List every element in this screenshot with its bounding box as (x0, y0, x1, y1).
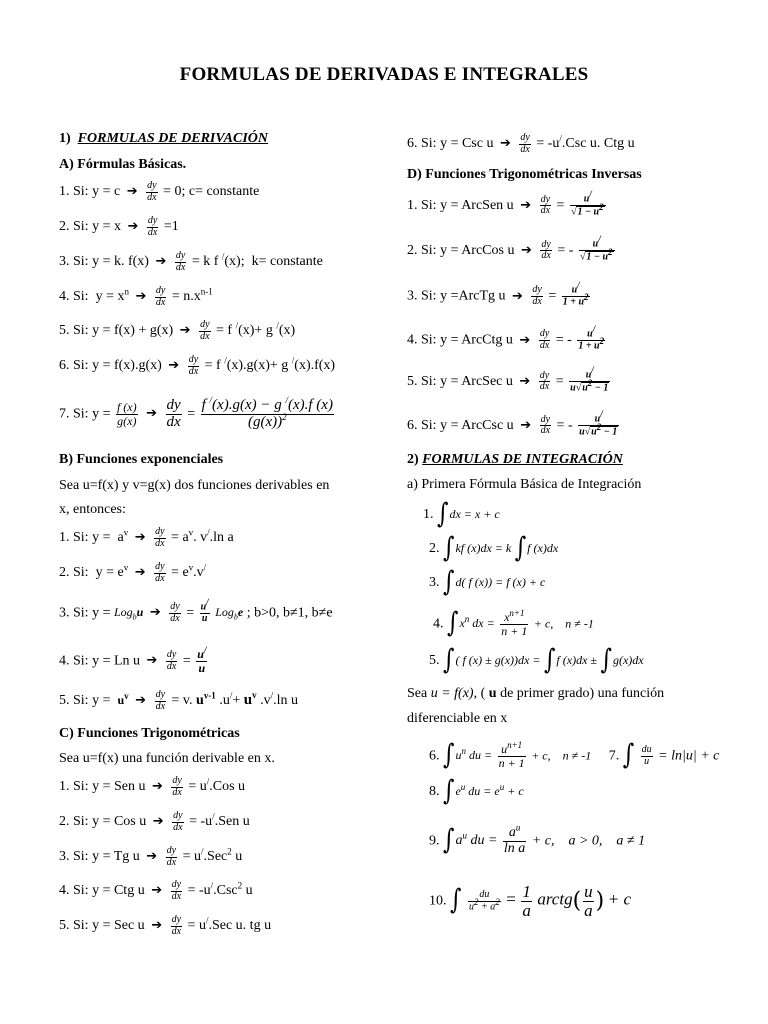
integral-formula-6-7: 6. $\int u^n$ du = $\frac{u^{n+1}}{n + 1}$ + c, n ≠ -1 7. ∫ $\frac{du}{u}$ = ln|u| + c (429, 739, 720, 772)
arrow-icon: ➔ (151, 918, 163, 934)
exponential-intro-2: x, entonces: (59, 502, 126, 517)
integral-formula-9: 9. $\int a^u$ du = $\frac{a^u}{\text{ln a}}$ + c, a > 0, a ≠ 1 (429, 822, 646, 857)
arrow-icon: ➔ (151, 883, 163, 899)
derivative-symbol: $\frac{dy}{dx}$ (171, 914, 182, 937)
basic-formula-6: 6. Si: y = f(x).g(x) ➔ $\frac{dy}{dx}$ = f /(x).g(x)+ g /(x).f(x) (59, 354, 336, 377)
arrow-icon: ➔ (519, 374, 531, 390)
derivative-symbol: $\frac{dy}{dx}$ (539, 328, 550, 351)
integral-formula-3: 3. ∫d( f (x)) = f (x) + c (429, 566, 546, 598)
arrow-icon: ➔ (519, 332, 531, 348)
exponential-formula-3: 3. Si: y = Log$_b$u ➔ $\frac{dy}{dx}$ = $\frac{u^/}{u}$ Log$_b$e ; b>0, b≠1, b≠e (59, 597, 333, 624)
trig-formula-5: 5. Si: y = Sec u ➔ $\frac{dy}{dx}$ = u/.Sec u. tg u (59, 914, 272, 937)
trig-formula-4: 4. Si: y = Ctg u ➔ $\frac{dy}{dx}$ = -u/.Csc$^2$ u (59, 879, 253, 902)
arrow-icon: ➔ (127, 219, 139, 235)
integral-formula-2: 2. ∫kf (x)dx = k ∫f (x)dx (429, 532, 559, 564)
inverse-formula-4: 4. Si: y = ArcCtg u ➔ $\frac{dy}{dx}$ = - $\frac{u^/}{1 + u^2}$ (407, 324, 605, 352)
inverse-formula-5: 5. Si: y = ArcSec u ➔ $\frac{dy}{dx}$ = $\frac{u^/}{u√u^2 - 1}$ (407, 365, 609, 394)
exponential-formula-4: 4. Si: y = Ln u ➔ $\frac{dy}{dx}$ = $\frac{u^/}{u}$ (59, 645, 207, 675)
integration-heading: 2) FORMULAS DE INTEGRACIÓN (407, 452, 623, 467)
derivative-symbol: $\frac{dy}{dx}$ (147, 180, 157, 203)
derivative-symbol: $\frac{dy}{dx}$ (520, 132, 530, 155)
inverse-formula-2: 2. Si: y = ArcCos u ➔ $\frac{dy}{dx}$ = - $\frac{u^/}{√1 - u^2}$ (407, 234, 613, 263)
derivative-symbol: $\frac{dy}{dx}$ (155, 285, 166, 308)
arrow-icon: ➔ (152, 814, 164, 830)
basic-formula-5: 5. Si: y = f(x) + g(x) ➔ $\frac{dy}{dx}$ = f /(x)+ g /(x) (59, 319, 296, 342)
arrow-icon: ➔ (149, 605, 161, 621)
trig-formula-6: 6. Si: y = Csc u ➔ $\frac{dy}{dx}$ = -u/.Csc u. Ctg u (407, 132, 635, 155)
inverse-formula-3: 3. Si: y =ArcTg u ➔ $\frac{dy}{dx}$ = $\frac{u^/}{1 + u^2}$ (407, 280, 589, 308)
arrow-icon: ➔ (168, 358, 180, 374)
integral-formula-8: 8. $\int e^u$ du = $e^u + c$ (429, 775, 524, 807)
arrow-icon: ➔ (126, 184, 138, 200)
derivative-symbol: $\frac{dy}{dx}$ (166, 649, 177, 672)
derivative-symbol: $\frac{dy}{dx}$ (540, 193, 551, 217)
arrow-icon: ➔ (134, 565, 146, 581)
basic-formula-2: 2. Si: y = x ➔ $\frac{dy}{dx}$ =1 (59, 215, 179, 238)
derivative-symbol: $\frac{dy}{dx}$ (172, 775, 182, 798)
basic-formulas-heading: A) Fórmulas Básicas. (59, 157, 187, 172)
derivative-symbol: $\frac{dy}{dx}$ (541, 238, 551, 262)
arrow-icon: ➔ (520, 198, 532, 214)
sea-text-1: Sea u = f(x), ( u de primer grado) una función (407, 686, 665, 701)
derivative-symbol: $\frac{dy}{dx}$ (540, 413, 551, 437)
arrow-icon: ➔ (151, 779, 163, 795)
trig-formula-3: 3. Si: y = Tg u ➔ $\frac{dy}{dx}$ = u/.Sec$^2$ u (59, 845, 243, 868)
derivative-symbol: $\frac{dy}{dx}$ (155, 561, 165, 584)
integral-formula-1: 1. ∫dx = x + c (423, 498, 500, 530)
derivative-symbol: $\frac{dy}{dx}$ (170, 601, 180, 624)
arrow-icon: ➔ (499, 136, 511, 152)
derivative-symbol: $\frac{dy}{dx}$ (155, 689, 166, 712)
arrow-icon: ➔ (146, 406, 158, 422)
arrow-icon: ➔ (179, 323, 191, 339)
derivative-symbol: $\frac{dy}{dx}$ (155, 526, 165, 549)
exponential-heading: B) Funciones exponenciales (59, 452, 224, 467)
basic-formula-1: 1. Si: y = c ➔ $\frac{dy}{dx}$ = 0; c= constante (59, 180, 260, 203)
arrow-icon: ➔ (134, 530, 146, 546)
arrow-icon: ➔ (146, 849, 158, 865)
page-title: FORMULAS DE DERIVADAS E INTEGRALES (179, 64, 589, 85)
derivative-symbol: $\frac{dy}{dx}$ (171, 879, 182, 902)
derivative-symbol: $\frac{dy}{dx}$ (166, 397, 181, 430)
integration-first-rule: a) Primera Fórmula Básica de Integración (407, 477, 642, 492)
basic-formula-3: 3. Si: y = k. f(x) ➔ $\frac{dy}{dx}$ = k f /(x); k= constante (59, 250, 323, 273)
arrow-icon: ➔ (512, 288, 523, 304)
exponential-formula-1: 1. Si: $y = a^v$ ➔ $\frac{dy}{dx}$ = $a^v$. v/.ln a (59, 526, 234, 549)
trig-formula-1: 1. Si: y = Sen u ➔ $\frac{dy}{dx}$ = u/.Cos u (59, 775, 246, 798)
arrow-icon: ➔ (146, 653, 158, 669)
derivative-symbol: $\frac{dy}{dx}$ (188, 354, 199, 377)
trig-heading: C) Funciones Trigonométricas (59, 726, 240, 741)
integral-formula-5: 5. ∫( f (x) ± g(x))dx = ∫f (x)dx ± ∫g(x)dx (429, 644, 644, 676)
trig-intro: Sea u=f(x) una función derivable en x. (59, 751, 275, 766)
arrow-icon: ➔ (520, 418, 532, 434)
exponential-formula-5: 5. Si: $y = u^v$ ➔ $\frac{dy}{dx}$ = v. $u^{v-1}$ $.u^/+ u^v$ .v/.ln u (59, 689, 298, 712)
arrow-icon: ➔ (135, 289, 147, 305)
integral-formula-10: 10. ∫ $\frac{du}{u^2 + a^2}$ = $\frac{1}{a}$ arctg( $\frac{u}{a}$ ) + c (429, 882, 632, 920)
derivative-symbol: $\frac{dy}{dx}$ (200, 319, 210, 342)
integral-formula-4: 4. $\int x^n$ dx = $\frac{x^{n+1}}{n + 1}$ + c, n ≠ -1 (433, 607, 594, 640)
exponential-formula-2: 2. Si: $y = e^v$ ➔ $\frac{dy}{dx}$ = $e^v.v^/$ (59, 561, 207, 584)
derivation-heading: 1) FORMULAS DE DERIVACIÓN (59, 131, 269, 146)
derivative-symbol: $\frac{dy}{dx}$ (175, 250, 186, 273)
derivative-symbol: $\frac{dy}{dx}$ (166, 845, 177, 868)
arrow-icon: ➔ (155, 254, 167, 270)
derivative-symbol: $\frac{dy}{dx}$ (147, 215, 158, 238)
arrow-icon: ➔ (520, 243, 532, 259)
inverse-formula-1: 1. Si: y = ArcSen u ➔ $\frac{dy}{dx}$ = $\frac{u^/}{√1 - u^2}$ (407, 189, 604, 218)
derivative-symbol: $\frac{dy}{dx}$ (532, 284, 542, 307)
inverse-trig-heading: D) Funciones Trigonométricas Inversas (407, 167, 642, 182)
basic-formula-4: 4. Si: $y = x^n$ ➔ $\frac{dy}{dx}$ = $n.x^{n-1}$ (59, 285, 213, 308)
arrow-icon: ➔ (135, 693, 147, 709)
derivative-symbol: $\frac{dy}{dx}$ (173, 810, 183, 833)
sea-text-2: diferenciable en x (407, 711, 508, 726)
exponential-intro-1: Sea u=f(x) y v=g(x) dos funciones derivables en (59, 478, 330, 493)
inverse-formula-6: 6. Si: y = ArcCsc u ➔ $\frac{dy}{dx}$ = - $\frac{u^/}{u√u^2 - 1}$ (407, 409, 618, 438)
basic-formula-7: 7. Si: y = $\frac{f (x)}{g(x)}$ ➔ $\frac{dy}{dx}$ = $\frac{f ^/(x).g(x) - g ^/(x).f (x)}{(g(x))^2}$ (59, 395, 333, 430)
derivative-symbol: $\frac{dy}{dx}$ (539, 369, 550, 393)
trig-formula-2: 2. Si: y = Cos u ➔ $\frac{dy}{dx}$ = -u/.Sen u (59, 810, 250, 833)
